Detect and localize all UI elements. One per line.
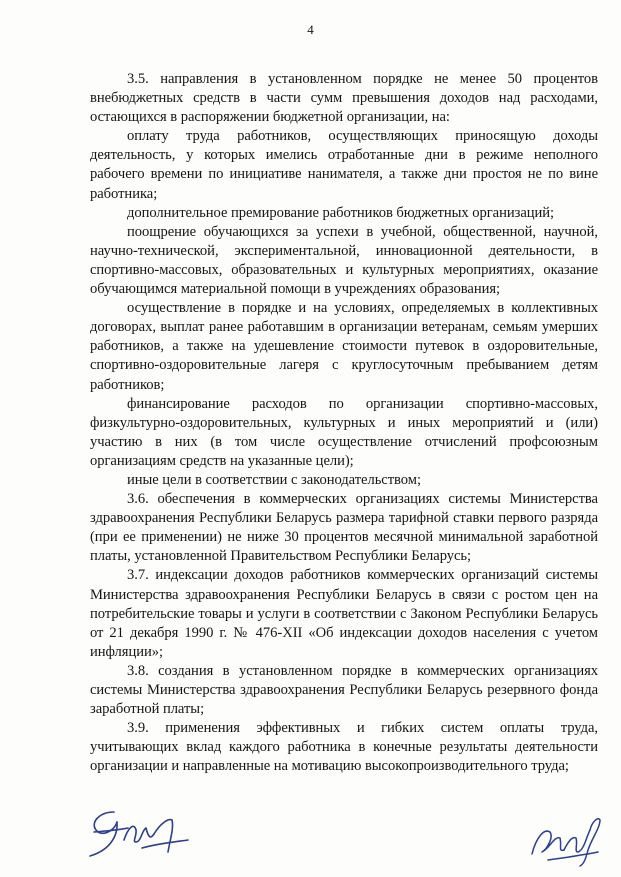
paragraph-bonus: дополнительное премирование работников бюджетных организаций; (127, 204, 555, 221)
paragraph-student-incentives: поощрение обучающихся за успехи в учебной, общественной, научной, научно-технической, экспериментальной, инновационной деятельности, в спортивно-массовых, образовательных и культурных мероприятиях, оказание обучающимся материальной помощи в учреждениях образования; (90, 223, 598, 298)
paragraph-3-7: 3.7. индексации доходов работников коммерческих организаций системы Министерства здравоохранения Республики Беларусь в связи с ростом цен на потребительские товары и услуги в соответствии с Законом Республики Беларусь от 21 декабря 1990 г. № 476-XII «Об индексации доходов населения с учетом инфляции»; (90, 567, 598, 660)
document-body (90, 70, 598, 776)
right-signature (528, 808, 604, 868)
paragraph-other-purposes: иные цели в соответствии с законодательством; (127, 471, 421, 488)
paragraph-3-5: 3.5. направления в установленном порядке не менее 50 процентов внебюджетных средств в части сумм превышения доходов над расходами, остающихся в распоряжении бюджетной организации, на: (90, 71, 598, 126)
paragraph-3-9: 3.9. применения эффективных и гибких систем оплаты труда, учитывающих вклад каждого работника в конечные результаты деятельности организации и направленные на мотивацию высокопроизводительного труда; (90, 720, 598, 775)
paragraph-sports-funding: финансирование расходов по организации спортивно-массовых, физкультурно-оздоровительных, культурных и иных мероприятий и (или) участию в них (в том числе осуществление отчислений профсоюзным организациям средств на указанные цели); (90, 395, 598, 469)
paragraph-veteran-payments: осуществление в порядке и на условиях, определяемых в коллективных договорах, выплат ранее работавшим в организации ветеранам, семьям умерших работников, а также на удешевление стоимости путевок в оздоровительные, спортивно-оздоровительные лагеря с круглосуточным пребыванием детям работников; (90, 300, 598, 393)
paragraph-3-6: 3.6. обеспечения в коммерческих организациях системы Министерства здравоохранения Республики Беларусь размера тарифной ставки первого разряда (при ее применении) не ниже 30 процентов месячной минимальной заработной платы, установленной Правительством Республики Беларусь; (90, 491, 598, 565)
paragraph-labor-pay: оплату труда работников, осуществляющих приносящую доходы деятельность, у которых имелись отработанные дни в режиме неполного рабочего времени по инициативе нанимателя, а также дни простоя не по вине работника; (90, 128, 598, 202)
page-number: 4 (307, 22, 314, 37)
left-signature (84, 800, 204, 862)
paragraph-3-8: 3.8. создания в установленном порядке в коммерческих организациях системы Министерства здравоохранения Республики Беларусь резервного фонда заработной платы; (90, 662, 598, 718)
